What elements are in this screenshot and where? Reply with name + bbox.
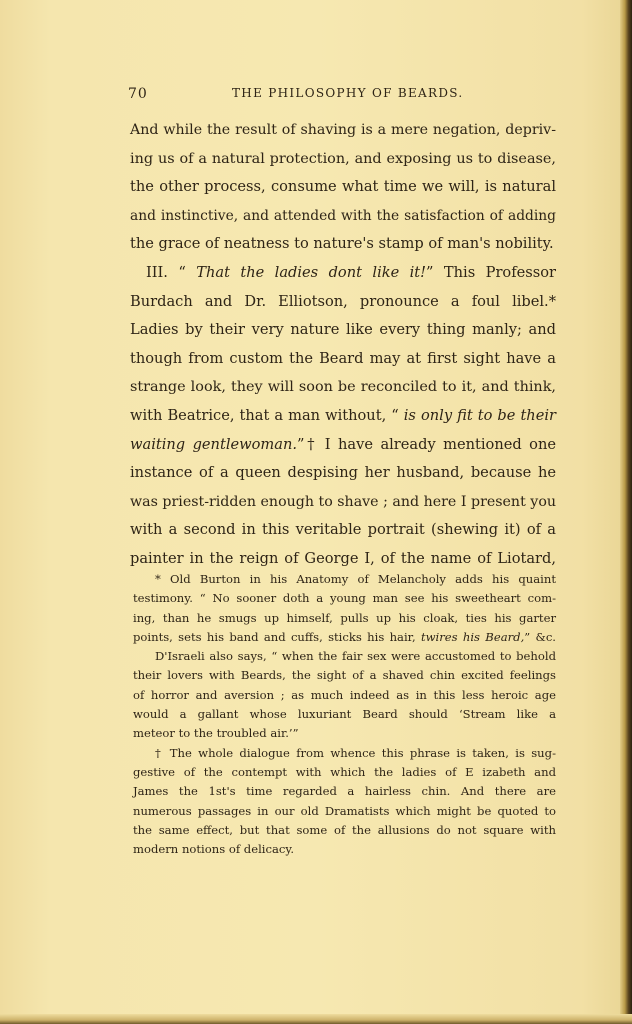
body-text (130, 116, 556, 574)
body-line: strange look, they will soon be reconciled to it, and think, (130, 379, 556, 396)
footnote-line: points, sets his band and cuffs, sticks his hair, twires his Beard,” &c. (133, 629, 556, 644)
footnote-line: would a gallant whose luxuriant Beard should ‘Stream like a (133, 707, 556, 722)
page-edge-shadow (620, 0, 632, 1024)
footnote-line: D'Israeli also says, “ when the fair sex were accustomed to behold (155, 649, 556, 664)
footnote-line: * Old Burton in his Anatomy of Melancholy adds his quaint (155, 572, 556, 586)
body-line: III. “ That the ladies dont like it!” This Professor (146, 263, 556, 281)
footnote-line: meteor to the troubled air.’” (133, 726, 299, 741)
footnotes (133, 570, 556, 859)
footnote-line: testimony. “ No sooner doth a young man see his sweetheart com- (133, 591, 556, 606)
page-bottom-edge (0, 1014, 632, 1024)
body-line: the grace of neatness to nature's stamp of man's nobility. (130, 235, 554, 253)
body-line: Burdach and Dr. Elliotson, pronounce a foul libel.* (130, 292, 556, 310)
body-line: and instinctive, and attended with the satisfaction of adding (130, 207, 556, 224)
body-line: though from custom the Beard may at first sight have a (130, 349, 556, 367)
body-line: was priest-ridden enough to shave ; and here I present you (130, 493, 556, 510)
body-line: And while the result of shaving is a mere negation, depriv- (130, 122, 556, 138)
body-line: with Beatrice, that a man without, “ is only fit to be their (130, 406, 556, 424)
body-line: the other process, consume what time we will, is natural (130, 178, 556, 196)
footnote-line: modern notions of delicacy. (133, 842, 295, 857)
page-header (128, 86, 556, 106)
body-line: ing us of a natural protection, and exposing us to disease, (130, 150, 556, 167)
body-line: painter in the reign of George I, of the name of Liotard, (130, 549, 556, 567)
footnote-line: of horror and aversion ; as much indeed as in this less heroic age (133, 687, 556, 702)
body-line: instance of a queen despising her husband, because he (130, 464, 556, 482)
footnote-line: James the 1st's time regarded a hairless chin. And there are (133, 784, 556, 799)
body-line: Ladies by their very nature like every thing manly; and (130, 321, 556, 339)
running-head: THE PHILOSOPHY OF BEARDS. (232, 86, 464, 100)
page-number: 70 (128, 86, 148, 102)
footnote-line: the same effect, but that some of the allusions do not square with (133, 822, 556, 837)
footnote-line: numerous passages in our old Dramatists which might be quoted to (133, 803, 556, 818)
footnote-line: their lovers with Beards, the sight of a shaved chin excited feelings (133, 668, 556, 683)
footnote-line: ing, than he smugs up himself, pulls up his cloak, ties his garter (133, 610, 556, 625)
footnote-line: † The whole dialogue from whence this phrase is taken, is sug- (155, 745, 556, 760)
body-line: with a second in this veritable portrait (shewing it) of a (130, 521, 556, 539)
footnote-line: gestive of the contempt with which the ladies of E izabeth and (133, 764, 556, 779)
body-line: waiting gentlewoman.”† I have already mentioned one (130, 435, 556, 453)
